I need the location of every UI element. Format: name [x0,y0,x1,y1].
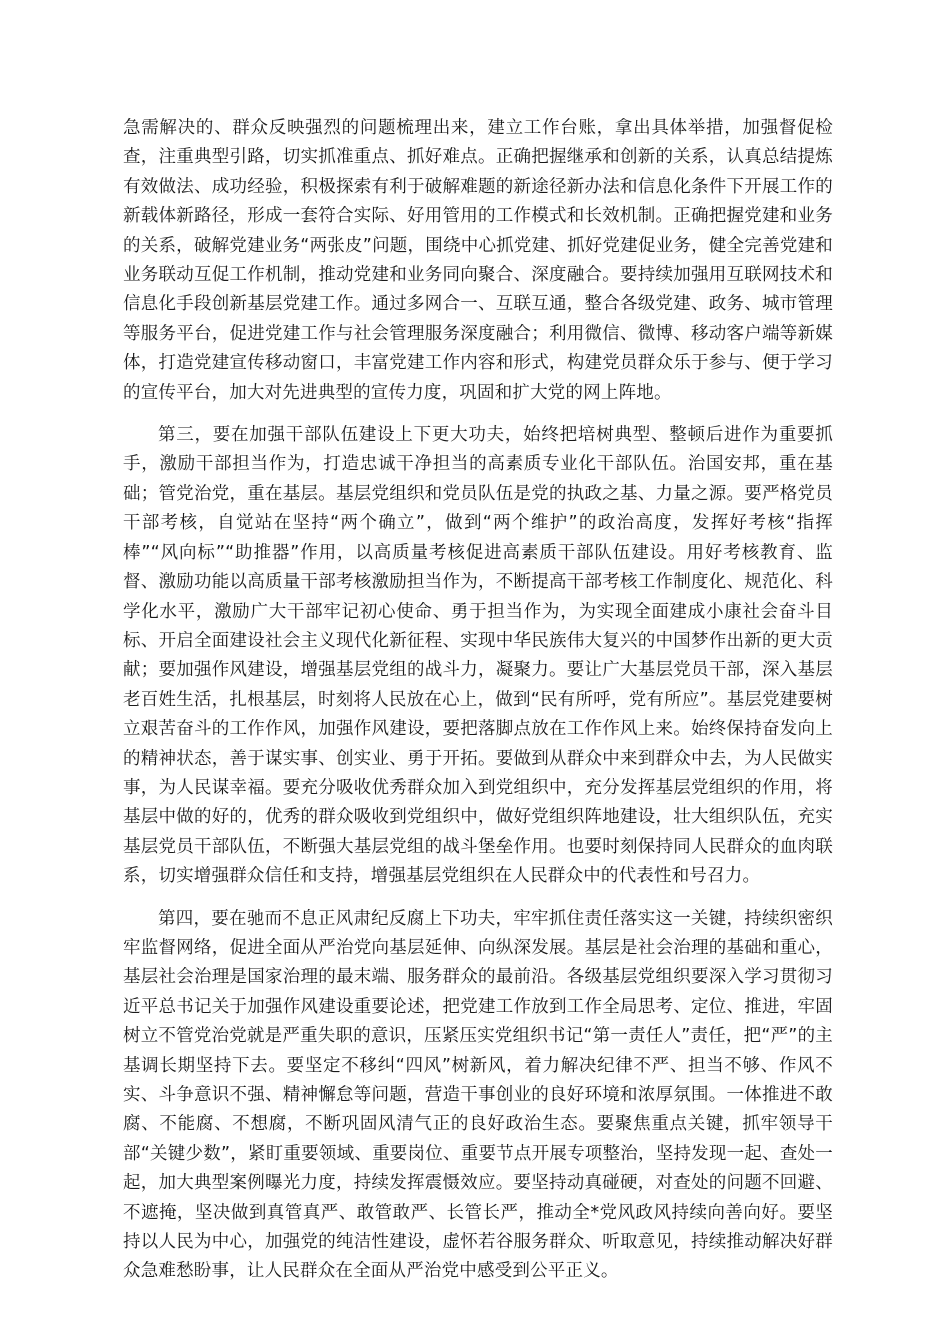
paragraph-1: 急需解决的、群众反映强烈的问题梳理出来，建立工作台账，拿出具体举措，加强督促检查，注重典型引路，切实抓准重点、抓好难点。正确把握继承和创新的关系，认真总结提炼有效做法、成功经验，积极探索有利于破解难题的新途径新办法和信息化条件下开展工作的新载体新路径，形成一套符合实际、好用管用的工作模式和长效机制。正确把握党建和业务的关系，破解党建业务“两张皮”问题，围绕中心抓党建、抓好党建促业务，健全完善党建和业务联动互促工作机制，推动党建和业务同向聚合、深度融合。要持续加强用互联网技术和信息化手段创新基层党建工作。通过多网合一、互联互通，整合各级党建、政务、城市管理等服务平台，促进党建工作与社会管理服务深度融合；利用微信、微博、移动客户端等新媒体，打造党建宣传移动窗口，丰富党建工作内容和形式，构建党员群众乐于参与、便于学习的宣传平台，加大对先进典型的宣传力度，巩固和扩大党的网上阵地。 [123,118,833,403]
paragraph-3: 第四，要在驰而不息正风肃纪反腐上下功夫，牢牢抓住责任落实这一关键，持续织密织牢监督网络，促进全面从严治党向基层延伸、向纵深发展。基层是社会治理的基础和重心，基层社会治理是国家治理的最末端、服务群众的最前沿。各级基层党组织要深入学习贯彻习近平总书记关于加强作风建设重要论述，把党建工作放到工作全局思考、定位、推进，牢固树立不管党治党就是严重失职的意识，压紧压实党组织书记“第一责任人”责任，把“严”的主基调长期坚持下去。要坚定不移纠“四风”树新风，着力解决纪律不严、担当不够、作风不实、斗争意识不强、精神懈怠等问题，营造干事创业的良好环境和浓厚氛围。一体推进不敢腐、不能腐、不想腐，不断巩固风清气正的良好政治生态。要聚焦重点关键，抓牢领导干部“关键少数”，紧盯重要领域、重要岗位、重要节点开展专项整治，坚持发现一起、查处一起，加大典型案例曝光力度，持续发挥震慑效应。要坚持动真碰硬，对查处的问题不回避、不遮掩，坚决做到真管真严、敢管敢严、长管长严，推动全*党风政风持续向善向好。要坚持以人民为中心，加强党的纯洁性建设，虚怀若谷服务群众、听取意见，持续推动解决好群众急难愁盼事，让人民群众在全面从严治党中感受到公平正义。 [123,908,833,1282]
paragraph-2: 第三，要在加强干部队伍建设上下更大功夫，始终把培树典型、整顿后进作为重要抓手，激励干部担当作为，打造忠诚干净担当的高素质专业化干部队伍。治国安邦，重在基础；管党治党，重在基层。基层党组织和党员队伍是党的执政之基、力量之源。要严格党员干部考核，自觉站在坚持“两个确立”，做到“两个维护”的政治高度，发挥好考核“指挥棒”“风向标”“助推器”作用，以高质量考核促进高素质干部队伍建设。用好考核教育、监督、激励功能以高质量干部考核激励担当作为，不断提高干部考核工作制度化、规范化、科学化水平，激励广大干部牢记初心使命、勇于担当作为，为实现全面建成小康社会奋斗目标、开启全面建设社会主义现代化新征程、实现中华民族伟大复兴的中国梦作出新的更大贡献；要加强作风建设，增强基层党组的战斗力，凝聚力。要让广大基层党员干部，深入基层老百姓生活，扎根基层，时刻将人民放在心上，做到“民有所呼，党有所应”。基层党建要树立艰苦奋斗的工作作风，加强作风建设，要把落脚点放在工作作风上来。始终保持奋发向上的精神状态，善于谋实事、创实业、勇于开拓。要做到从群众中来到群众中去，为人民做实事，为人民谋幸福。要充分吸收优秀群众加入到党组织中，充分发挥基层党组织的作用，将基层中做的好的，优秀的群众吸收到党组织中，做好党组织阵地建设，壮大组织队伍，充实基层党员干部队伍，不断强大基层党组的战斗堡垒作用。也要时刻保持同人民群众的血肉联系，切实增强群众信任和支持，增强基层党组织在人民群众中的代表性和号召力。 [123,425,833,887]
document-body [123,114,833,1287]
